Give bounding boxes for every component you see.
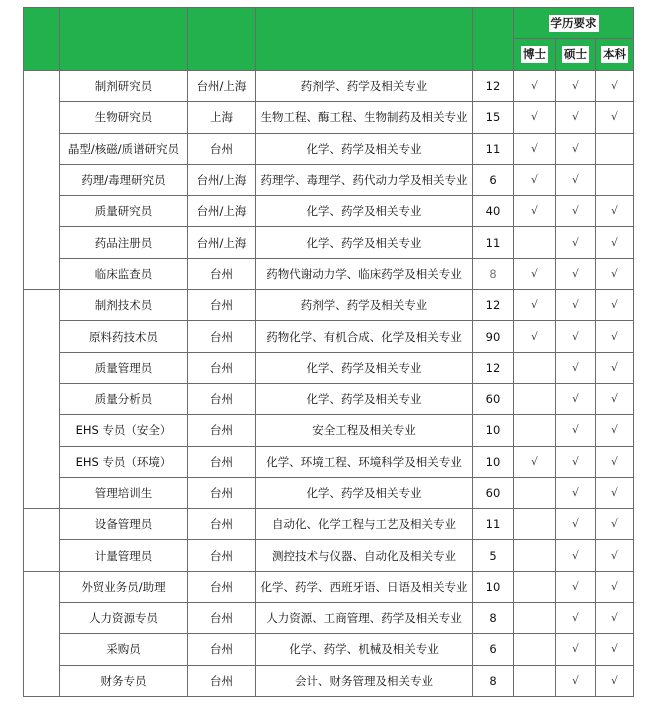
headcount-cell: 8 [473, 603, 514, 634]
location-cell: 台州 [188, 477, 256, 508]
location-cell: 台州 [188, 383, 256, 414]
position-cell: 外贸业务员/助理 [60, 571, 188, 602]
phd-check-cell: √ [514, 71, 556, 102]
major-cell: 自动化、化学工程与工艺及相关专业 [256, 509, 473, 540]
phd-check-cell: √ [514, 290, 556, 321]
position-cell: 原料药技术员 [60, 321, 188, 352]
major-cell: 化学、药学及相关专业 [256, 383, 473, 414]
table-row [24, 102, 634, 133]
master-check-cell: √ [556, 446, 596, 477]
phd-check-cell: √ [514, 133, 556, 164]
phd-check-cell [514, 352, 556, 383]
phd-check-cell [514, 227, 556, 258]
location-cell: 台州/上海 [188, 196, 256, 227]
bachelor-check-cell: √ [596, 571, 634, 602]
headcount-cell: 8 [473, 665, 514, 696]
phd-check-cell [514, 383, 556, 414]
location-cell: 台州/上海 [188, 71, 256, 102]
bachelor-check-cell: √ [596, 665, 634, 696]
table-row [24, 196, 634, 227]
table-header [24, 8, 634, 71]
master-check-cell: √ [556, 321, 596, 352]
bachelor-check-cell: √ [596, 258, 634, 289]
headcount-cell: 8 [473, 258, 514, 289]
table-row [24, 509, 634, 540]
bachelor-check-cell: √ [596, 227, 634, 258]
header-blank-category [24, 8, 60, 71]
table-row [24, 571, 634, 602]
headcount-cell: 11 [473, 133, 514, 164]
position-cell: 制剂技术员 [60, 290, 188, 321]
major-cell: 人力资源、工商管理、药学及相关专业 [256, 603, 473, 634]
table-row [24, 352, 634, 383]
category-cell [24, 571, 60, 696]
header-phd-label: 博士 [523, 47, 546, 61]
bachelor-check-cell: √ [596, 290, 634, 321]
bachelor-check-cell [596, 164, 634, 195]
header-master-label: 硕士 [564, 47, 587, 61]
master-check-cell: √ [556, 634, 596, 665]
location-cell: 台州 [188, 352, 256, 383]
location-cell: 台州 [188, 290, 256, 321]
bachelor-check-cell: √ [596, 71, 634, 102]
master-check-cell: √ [556, 571, 596, 602]
position-cell: 质量管理员 [60, 352, 188, 383]
bachelor-check-cell: √ [596, 509, 634, 540]
bachelor-check-cell: √ [596, 383, 634, 414]
location-cell: 上海 [188, 102, 256, 133]
major-cell: 药物化学、有机合成、化学及相关专业 [256, 321, 473, 352]
phd-check-cell [514, 603, 556, 634]
major-cell: 测控技术与仪器、自动化及相关专业 [256, 540, 473, 571]
education-requirement-header [514, 8, 634, 39]
master-check-cell: √ [556, 227, 596, 258]
header-phd [514, 39, 556, 71]
master-check-cell: √ [556, 477, 596, 508]
table-row [24, 290, 634, 321]
bachelor-check-cell: √ [596, 352, 634, 383]
phd-check-cell: √ [514, 164, 556, 195]
phd-check-cell [514, 571, 556, 602]
table-row [24, 71, 634, 102]
category-cell [24, 71, 60, 290]
bachelor-check-cell: √ [596, 634, 634, 665]
position-cell: 质量分析员 [60, 383, 188, 414]
master-check-cell: √ [556, 258, 596, 289]
headcount-cell: 11 [473, 227, 514, 258]
table-row [24, 540, 634, 571]
phd-check-cell [514, 415, 556, 446]
position-cell: 药品注册员 [60, 227, 188, 258]
headcount-cell: 11 [473, 509, 514, 540]
position-cell: 计量管理员 [60, 540, 188, 571]
location-cell: 台州 [188, 415, 256, 446]
position-cell: 晶型/核磁/质谱研究员 [60, 133, 188, 164]
header-blank-major [256, 8, 473, 71]
headcount-cell: 90 [473, 321, 514, 352]
phd-check-cell [514, 477, 556, 508]
position-cell: 财务专员 [60, 665, 188, 696]
major-cell: 化学、药学及相关专业 [256, 196, 473, 227]
location-cell: 台州 [188, 446, 256, 477]
position-cell: 制剂研究员 [60, 71, 188, 102]
headcount-cell: 40 [473, 196, 514, 227]
location-cell: 台州 [188, 603, 256, 634]
headcount-cell: 10 [473, 415, 514, 446]
major-cell: 化学、药学、机械及相关专业 [256, 634, 473, 665]
location-cell: 台州 [188, 509, 256, 540]
table-row [24, 383, 634, 414]
location-cell: 台州 [188, 321, 256, 352]
phd-check-cell [514, 509, 556, 540]
major-cell: 药理学、毒理学、药代动力学及相关专业 [256, 164, 473, 195]
master-check-cell: √ [556, 164, 596, 195]
phd-check-cell: √ [514, 321, 556, 352]
table-row [24, 321, 634, 352]
table-row [24, 603, 634, 634]
bachelor-check-cell: √ [596, 415, 634, 446]
major-cell: 药剂学、药学及相关专业 [256, 290, 473, 321]
position-cell: 临床监查员 [60, 258, 188, 289]
phd-check-cell [514, 540, 556, 571]
position-cell: 管理培训生 [60, 477, 188, 508]
category-cell [24, 509, 60, 572]
category-cell [24, 290, 60, 509]
bachelor-check-cell: √ [596, 102, 634, 133]
education-requirement-label: 学历要求 [550, 15, 597, 30]
major-cell: 安全工程及相关专业 [256, 415, 473, 446]
header-blank-count [473, 8, 514, 71]
table-row [24, 665, 634, 696]
bachelor-check-cell: √ [596, 477, 634, 508]
table-row [24, 634, 634, 665]
master-check-cell: √ [556, 509, 596, 540]
headcount-cell: 6 [473, 164, 514, 195]
headcount-cell: 12 [473, 290, 514, 321]
table-row [24, 133, 634, 164]
master-check-cell: √ [556, 383, 596, 414]
bachelor-check-cell: √ [596, 603, 634, 634]
phd-check-cell: √ [514, 102, 556, 133]
master-check-cell: √ [556, 540, 596, 571]
location-cell: 台州 [188, 665, 256, 696]
header-bachelor [596, 39, 634, 71]
position-cell: EHS 专员（环境） [60, 446, 188, 477]
master-check-cell: √ [556, 665, 596, 696]
master-check-cell: √ [556, 415, 596, 446]
bachelor-check-cell: √ [596, 321, 634, 352]
major-cell: 化学、药学及相关专业 [256, 227, 473, 258]
table-row [24, 164, 634, 195]
location-cell: 台州 [188, 258, 256, 289]
location-cell: 台州/上海 [188, 164, 256, 195]
headcount-cell: 12 [473, 352, 514, 383]
position-cell: 药理/毒理研究员 [60, 164, 188, 195]
recruitment-table [23, 7, 634, 697]
headcount-cell: 15 [473, 102, 514, 133]
master-check-cell: √ [556, 352, 596, 383]
headcount-cell: 60 [473, 383, 514, 414]
major-cell: 化学、药学及相关专业 [256, 133, 473, 164]
master-check-cell: √ [556, 102, 596, 133]
location-cell: 台州 [188, 133, 256, 164]
major-cell: 化学、环境工程、环境科学及相关专业 [256, 446, 473, 477]
phd-check-cell: √ [514, 258, 556, 289]
headcount-cell: 5 [473, 540, 514, 571]
phd-check-cell: √ [514, 446, 556, 477]
location-cell: 台州/上海 [188, 227, 256, 258]
position-cell: 生物研究员 [60, 102, 188, 133]
table-row [24, 258, 634, 289]
major-cell: 药剂学、药学及相关专业 [256, 71, 473, 102]
major-cell: 化学、药学及相关专业 [256, 352, 473, 383]
location-cell: 台州 [188, 571, 256, 602]
bachelor-check-cell: √ [596, 446, 634, 477]
table-row [24, 227, 634, 258]
major-cell: 药物代谢动力学、临床药学及相关专业 [256, 258, 473, 289]
headcount-cell: 12 [473, 71, 514, 102]
position-cell: 人力资源专员 [60, 603, 188, 634]
master-check-cell: √ [556, 290, 596, 321]
table-body [24, 71, 634, 697]
location-cell: 台州 [188, 540, 256, 571]
header-blank-location [188, 8, 256, 71]
headcount-cell: 6 [473, 634, 514, 665]
table-row [24, 477, 634, 508]
phd-check-cell: √ [514, 196, 556, 227]
major-cell: 化学、药学、西班牙语、日语及相关专业 [256, 571, 473, 602]
master-check-cell: √ [556, 196, 596, 227]
master-check-cell: √ [556, 603, 596, 634]
position-cell: 设备管理员 [60, 509, 188, 540]
header-master [556, 39, 596, 71]
headcount-cell: 10 [473, 446, 514, 477]
table-row [24, 446, 634, 477]
headcount-cell: 60 [473, 477, 514, 508]
header-blank-position [60, 8, 188, 71]
header-bachelor-label: 本科 [603, 47, 626, 61]
headcount-cell: 10 [473, 571, 514, 602]
major-cell: 化学、药学及相关专业 [256, 477, 473, 508]
position-cell: 质量研究员 [60, 196, 188, 227]
major-cell: 生物工程、酶工程、生物制药及相关专业 [256, 102, 473, 133]
master-check-cell: √ [556, 133, 596, 164]
phd-check-cell [514, 634, 556, 665]
major-cell: 会计、财务管理及相关专业 [256, 665, 473, 696]
position-cell: EHS 专员（安全） [60, 415, 188, 446]
table-row [24, 415, 634, 446]
master-check-cell: √ [556, 71, 596, 102]
location-cell: 台州 [188, 634, 256, 665]
bachelor-check-cell: √ [596, 540, 634, 571]
position-cell: 采购员 [60, 634, 188, 665]
phd-check-cell [514, 665, 556, 696]
bachelor-check-cell: √ [596, 196, 634, 227]
bachelor-check-cell [596, 133, 634, 164]
